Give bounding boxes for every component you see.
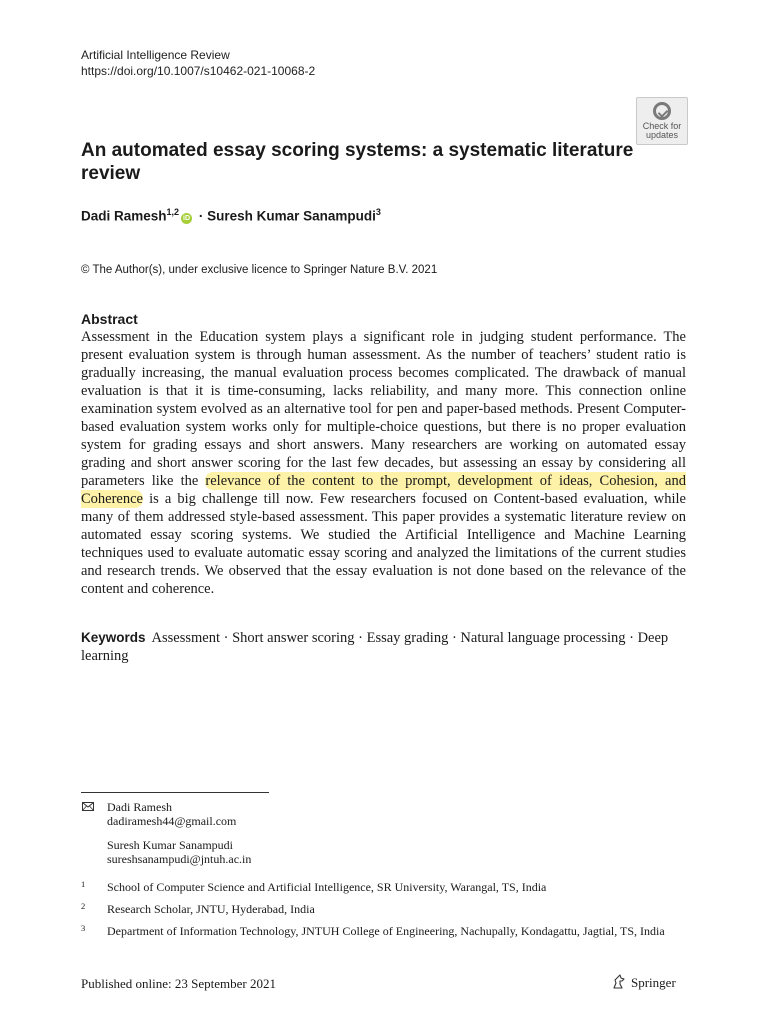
- affiliation-number: 3: [81, 923, 86, 933]
- corresponding-contacts: [107, 800, 251, 876]
- contact-entry: [107, 800, 251, 828]
- abstract-text: is a big challenge till now. Few researchers focused on Content-based evaluation, while many of them addressed style-based assessment. This paper provides a systematic literature review on automated essay scoring systems. We studied the Artificial Intelligence and Machine Learning techniques used to evaluate automatic essay scoring and analyzed the limitations of the current studies and research trends. We observed that the essay evaluation is not done based on the relevance of the content and coherence.: [81, 491, 686, 597]
- published-date: Published online: 23 September 2021: [81, 976, 276, 991]
- paper-title: An automated essay scoring systems: a systematic literature review: [81, 140, 634, 184]
- check-updates-icon: [653, 102, 671, 120]
- contact-entry: [107, 838, 251, 866]
- keywords: [81, 629, 686, 665]
- springer-horse-icon: [611, 974, 627, 990]
- footnote-divider: [81, 792, 269, 793]
- author-name: Dadi Ramesh: [81, 208, 167, 224]
- contact-name: Dadi Ramesh: [107, 800, 172, 814]
- affiliation-text: School of Computer Science and Artificial Intelligence, SR University, Warangal, TS, India: [107, 880, 547, 894]
- check-updates-line2: updates: [645, 130, 679, 140]
- keywords-label: Keywords: [81, 630, 146, 645]
- abstract-body: [81, 328, 686, 598]
- contact-email[interactable]: dadiramesh44@gmail.com: [107, 814, 237, 828]
- journal-header: [81, 47, 315, 79]
- author-list: [81, 207, 381, 224]
- contact-email[interactable]: sureshsanampudi@jntuh.ac.in: [107, 852, 252, 866]
- publisher-name: Springer: [631, 975, 676, 990]
- journal-name: Artificial Intelligence Review: [81, 48, 230, 62]
- author-separator: ·: [198, 208, 204, 224]
- publisher-logo: [611, 974, 676, 991]
- abstract-highlight: relevance of the content to the prompt, development of ideas, Cohesion, and Coherence: [81, 473, 686, 507]
- check-updates-line1: Check for: [642, 121, 682, 131]
- affiliation-number: 2: [81, 901, 86, 911]
- author-affiliation-sup: 3: [375, 207, 381, 217]
- affiliation-text: Department of Information Technology, JNTUH College of Engineering, Nachupally, Kondagattu, Jagtial, TS, India: [107, 924, 665, 938]
- envelope-icon: [82, 802, 94, 811]
- author-name: Suresh Kumar Sanampudi: [207, 208, 376, 224]
- keywords-list: Assessment · Short answer scoring · Essay grading · Natural language processing · Deep learning: [81, 630, 669, 664]
- orcid-icon[interactable]: iD: [183, 214, 191, 222]
- abstract-heading: Abstract: [81, 311, 138, 327]
- affiliation-text: Research Scholar, JNTU, Hyderabad, India: [107, 902, 315, 916]
- affiliation-number: 1: [81, 879, 86, 889]
- author-affiliation-sup: 1,2: [166, 207, 180, 217]
- check-for-updates-badge[interactable]: [636, 97, 688, 145]
- copyright-notice: © The Author(s), under exclusive licence to Springer Nature B.V. 2021: [81, 264, 438, 276]
- abstract-text: Assessment in the Education system plays a significant role in judging student performance. The present evaluation system is through human assessment. As the number of teachers’ student ratio is gradually increasing, the manual evaluation process becomes complicated. The drawback of manual evaluation is that it is time-consuming, lacks reliability, and many more. This connection online examination system evolved as an alternative tool for pen and paper-based methods. Present Computer-based evaluation system works only for multiple-choice questions, but there is no proper evaluation system for grading essays and short answers. Many researchers are working on automated essay grading and short answer scoring for the last few decades, but assessing an essay by considering all parameters like the: [81, 329, 686, 489]
- doi-link[interactable]: https://doi.org/10.1007/s10462-021-10068-2: [81, 64, 316, 78]
- contact-name: Suresh Kumar Sanampudi: [107, 838, 233, 852]
